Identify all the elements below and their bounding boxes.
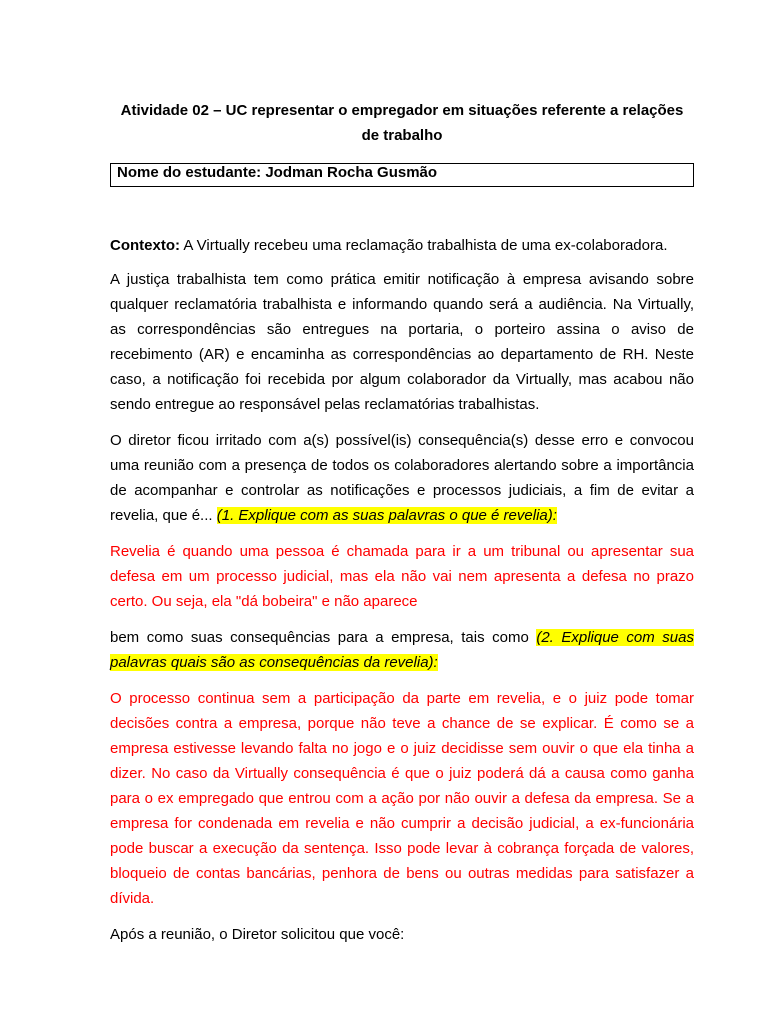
paragraph-after-meeting: Após a reunião, o Diretor solicitou que você:	[110, 926, 405, 943]
question-2-highlight: (2. Explique com suas palavras quais são as consequências da revelia):	[110, 629, 694, 671]
paragraph-consequences	[110, 625, 694, 675]
context-text: A Virtually recebeu uma reclamação trabalhista de uma ex-colaboradora.	[180, 237, 668, 254]
document-page	[110, 98, 694, 947]
context-paragraph	[110, 233, 694, 258]
paragraph-director	[110, 428, 694, 528]
context-label: Contexto:	[110, 237, 180, 254]
answer-2: O processo continua sem a participação da parte em revelia, e o juiz pode tomar decisões contra a empresa, porque não teve a chance de se explicar. É como se a empresa estivesse levando falta no jogo e o juiz decidisse sem ouvir o que ela tinha a dizer. No caso da Virtually consequência é que o juiz poderá dá a causa como ganha para o ex empregado que entrou com a ação por não ouvir a defesa da empresa. Se a empresa for condenada em revelia e não cumprir a decisão judicial, a ex-funcionária pode buscar a execução da sentença. Isso pode levar à cobrança forçada de valores, bloqueio de contas bancárias, penhora de bens ou outras medidas para satisfazer a dívida.	[110, 690, 694, 907]
answer-1: Revelia é quando uma pessoa é chamada para ir a um tribunal ou apresentar sua defesa em um processo judicial, mas ela não vai nem apresenta a defesa no prazo certo. Ou seja, ela "dá bobeira" e não aparece	[110, 543, 694, 610]
student-name-box: Nome do estudante: Jodman Rocha Gusmão	[110, 163, 694, 187]
paragraph-notification: A justiça trabalhista tem como prática emitir notificação à empresa avisando sobre qualquer reclamatória trabalhista e informando quando será a audiência. Na Virtually, as correspondências são entregues na portaria, o porteiro assina o aviso de recebimento (AR) e encaminha as correspondências ao departamento de RH. Neste caso, a notificação foi recebida por algum colaborador da Virtually, mas acabou não sendo entregue ao responsável pelas reclamatórias trabalhistas.	[110, 271, 694, 413]
question-1-highlight: (1. Explique com as suas palavras o que é revelia):	[216, 507, 557, 524]
paragraph-consequences-text: bem como suas consequências para a empresa, tais como	[110, 629, 537, 646]
paragraph-director-text: O diretor ficou irritado com a(s) possível(is) consequência(s) desse erro e convocou uma reunião com a presença de todos os colaboradores alertando sobre a importância de acompanhar e controlar as notificações e processos judiciais, a fim de evitar a revelia, que é...	[110, 432, 694, 524]
document-title: Atividade 02 – UC representar o empregador em situações referente a relações de trabalho	[120, 102, 684, 144]
